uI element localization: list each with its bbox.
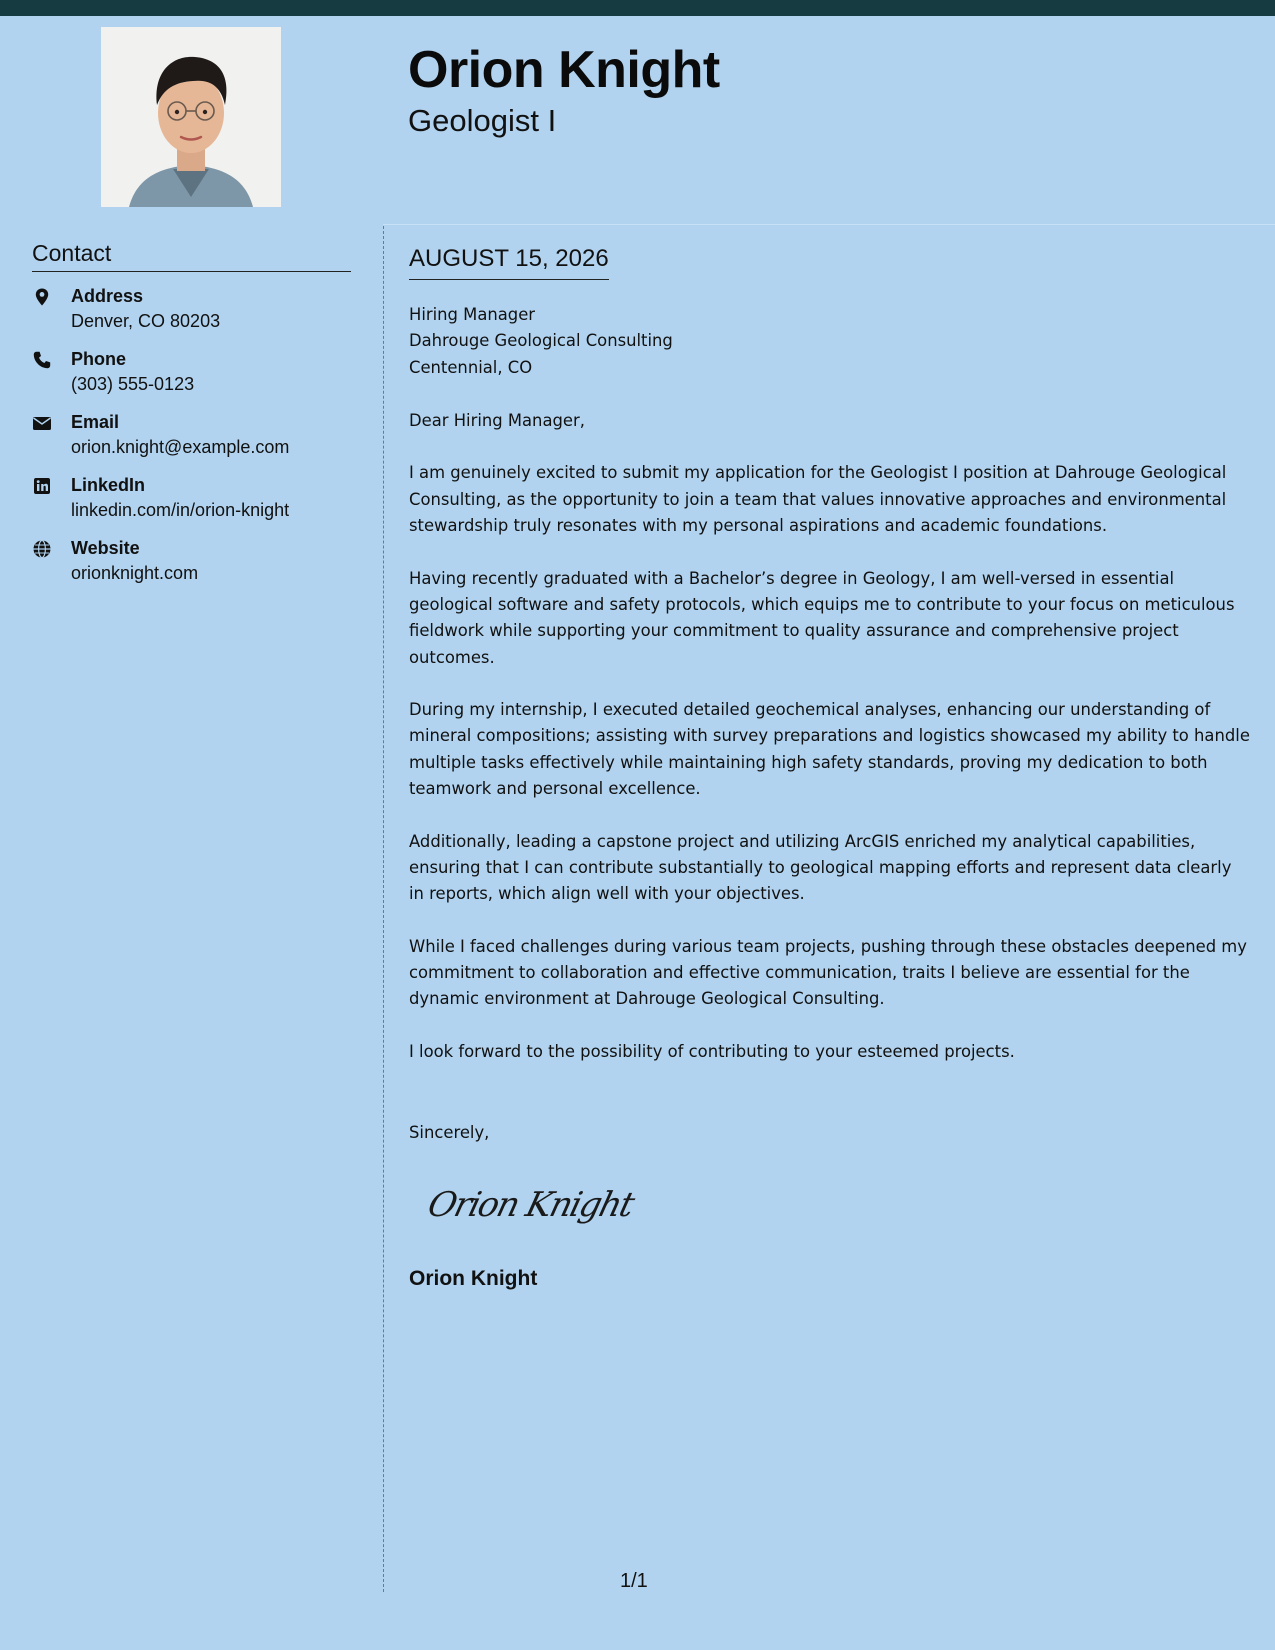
applicant-name: Orion Knight <box>408 41 720 99</box>
top-accent-bar <box>0 0 1275 16</box>
contact-phone <box>32 347 362 410</box>
handwritten-signature <box>423 1176 642 1232</box>
contact-label: Address <box>71 286 144 306</box>
letter-paragraph: I am genuinely excited to submit my application for the Geologist I position at Dahrouge Geological Consulting, as the opportunity to join a team that values innovative approaches and environmental stewardship truly resonates with my personal aspirations and academic foundations. <box>409 463 1227 536</box>
contact-address <box>32 284 362 347</box>
globe-icon <box>32 539 52 559</box>
profile-photo <box>101 27 281 207</box>
contact-value: orionknight.com <box>71 563 199 583</box>
portrait-illustration <box>101 27 281 207</box>
letter-paragraph: During my internship, I executed detailed geochemical analyses, enhancing our understanding of mineral compositions; assisting with survey preparations and logistics showcased my ability to handle multiple tasks effectively while maintaining high safety standards, proving my dedication to both teamwork and personal excellence. <box>409 700 1250 799</box>
contact-label: Phone <box>71 349 127 369</box>
contact-heading: Contact <box>32 240 351 272</box>
recipient-line: Hiring Manager <box>409 305 536 324</box>
header-divider <box>383 224 1275 225</box>
contact-label: LinkedIn <box>71 475 146 495</box>
signature-graphic: Orion Knight <box>423 1185 639 1225</box>
contact-label: Email <box>71 412 120 432</box>
letter-paragraph: Having recently graduated with a Bachelor’s degree in Geology, I am well-versed in essential geological software and safety protocols, which equips me to contribute to your focus on meticulous fieldwork while supporting your commitment to quality assurance and comprehensive project outcomes. <box>409 568 1235 667</box>
column-divider <box>383 226 384 1592</box>
signer-name: Orion Knight <box>409 1267 538 1290</box>
contact-email <box>32 410 362 473</box>
envelope-icon <box>32 413 52 433</box>
contact-value: Denver, CO 80203 <box>71 311 221 331</box>
contact-value: (303) 555-0123 <box>71 374 195 394</box>
recipient-line: Dahrouge Geological Consulting <box>409 331 673 351</box>
recipient-block <box>409 302 1251 381</box>
contact-list <box>32 284 362 599</box>
job-title: Geologist I <box>408 103 557 138</box>
contact-value: orion.knight@example.com <box>71 437 290 457</box>
letter-date: AUGUST 15, 2026 <box>409 245 609 280</box>
salutation: Dear Hiring Manager, <box>409 410 585 430</box>
map-pin-icon <box>32 287 52 307</box>
letter-paragraph: Additionally, leading a capstone project and utilizing ArcGIS enriched my analytical capabilities, ensuring that I can contribute substantially to geological mapping efforts and represent data clearly in reports, which align well with your objectives. <box>409 831 1232 904</box>
letter-body <box>409 302 1251 1092</box>
letter-paragraph: While I faced challenges during various team projects, pushing through these obstacles deepened my commitment to collaboration and effective communication, traits I believe are essential for the dynamic environment at Dahrouge Geological Consulting. <box>409 936 1247 1009</box>
page-number: 1/1 <box>620 1570 648 1592</box>
contact-label: Website <box>71 538 140 558</box>
contact-value: linkedin.com/in/orion-knight <box>71 500 290 520</box>
letter-paragraph: I look forward to the possibility of contributing to your esteemed projects. <box>409 1042 1015 1062</box>
phone-icon <box>32 350 52 370</box>
contact-website <box>32 536 362 599</box>
contact-linkedin <box>32 473 362 536</box>
closing: Sincerely, <box>409 1123 490 1142</box>
recipient-line: Centennial, CO <box>409 357 533 377</box>
linkedin-icon <box>32 476 52 496</box>
